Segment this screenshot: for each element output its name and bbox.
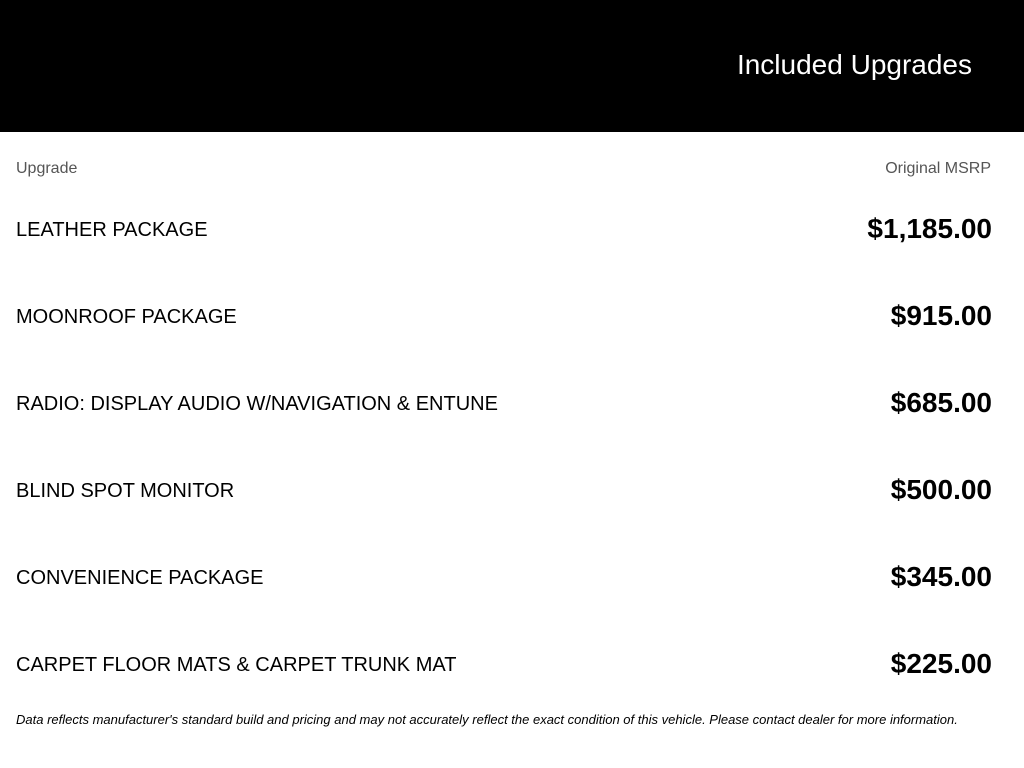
upgrade-price: $345.00 [890, 561, 992, 592]
upgrade-name: MOONROOF PACKAGE [16, 306, 237, 328]
column-headers [16, 160, 991, 180]
msrp-column-header: Original MSRP [885, 160, 991, 177]
upgrade-price: $685.00 [890, 387, 992, 418]
upgrade-name: CARPET FLOOR MATS & CARPET TRUNK MAT [16, 654, 457, 676]
disclaimer-text: Data reflects manufacturer's standard build and pricing and may not accurately reflect the exact condition of this vehicle. Please contact dealer for more information. [16, 712, 958, 727]
upgrade-row [16, 206, 992, 293]
upgrade-price: $1,185.00 [867, 213, 992, 244]
upgrade-list [16, 206, 992, 728]
upgrade-row [16, 293, 992, 380]
upgrade-price: $915.00 [890, 300, 992, 331]
upgrade-row [16, 554, 992, 641]
upgrade-price: $225.00 [890, 648, 992, 679]
upgrade-row [16, 467, 992, 554]
upgrade-name: RADIO: DISPLAY AUDIO W/NAVIGATION & ENTUNE [16, 393, 498, 415]
upgrade-column-header: Upgrade [16, 160, 78, 177]
upgrade-name: LEATHER PACKAGE [16, 219, 208, 241]
page-title: Included Upgrades [736, 49, 972, 80]
upgrade-name: BLIND SPOT MONITOR [16, 480, 235, 502]
header-banner [0, 0, 1024, 132]
upgrade-price: $500.00 [890, 474, 992, 505]
upgrade-name: CONVENIENCE PACKAGE [16, 567, 264, 589]
upgrade-row [16, 380, 992, 467]
